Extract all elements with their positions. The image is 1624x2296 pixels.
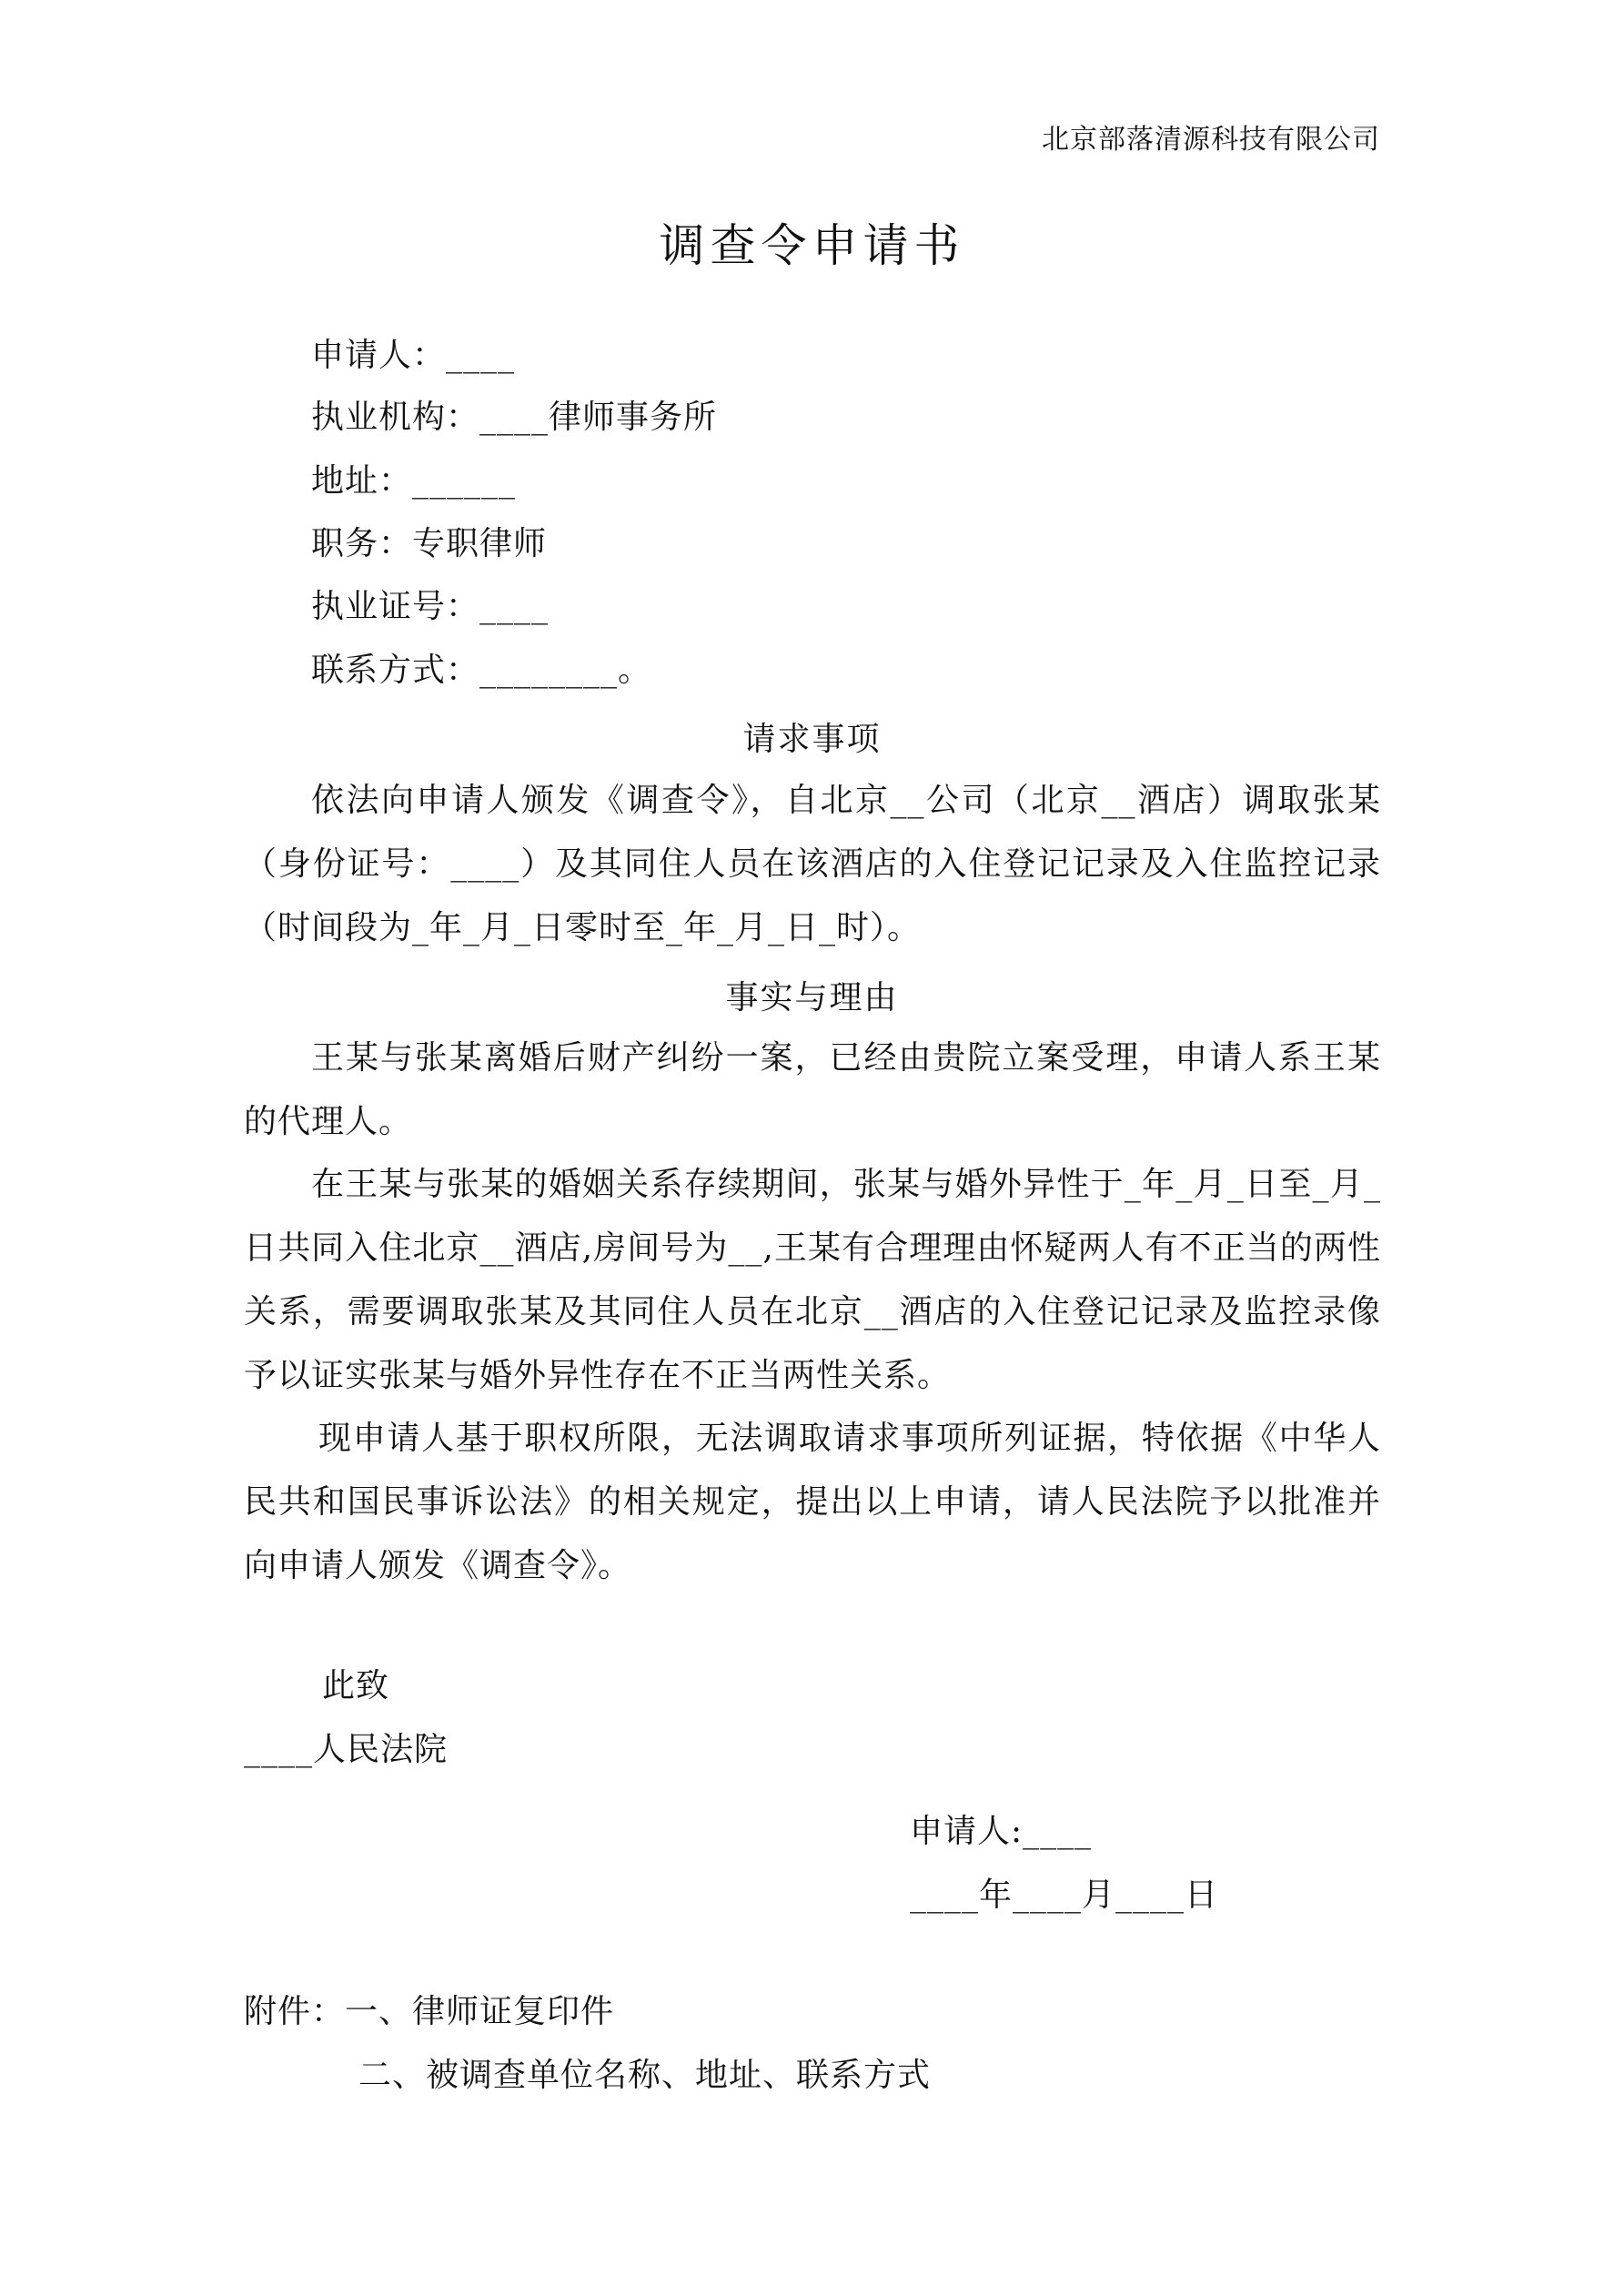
position-line: 职务：专职律师 bbox=[311, 525, 548, 562]
license-number-line: 执业证号：____ bbox=[311, 588, 550, 625]
court-name: ____人民法院 bbox=[244, 1731, 449, 1768]
signature-line: 申请人:____ bbox=[910, 1813, 1093, 1850]
practice-institution-line: 执业机构：____律师事务所 bbox=[311, 399, 718, 436]
facts-paragraph: 王某与张某离婚后财产纠纷一案，已经由贵院立案受理，申请人系王某的代理人。 bbox=[244, 1039, 1381, 1140]
contact-line: 联系方式：________。 bbox=[311, 652, 652, 689]
request-paragraph: 依法向申请人颁发《调查令》，自北京__公司（北京__酒店）调取张某（身份证号：____）及其同住人员在该酒店的入住登记记录及入住监控记录（时间段为_年_月_日零时至_年_月_日_时）。 bbox=[244, 782, 1381, 946]
salutation: 此致 bbox=[322, 1667, 390, 1704]
attachment-item: 二、被调查单位名称、地址、联系方式 bbox=[358, 2057, 932, 2094]
facts-heading: 事实与理由 bbox=[725, 979, 899, 1017]
header-company-name: 北京部落清源科技有限公司 bbox=[1042, 124, 1380, 156]
date-line: ____年____月____日 bbox=[910, 1876, 1219, 1914]
attachment-item: 附件：一、律师证复印件 bbox=[244, 1993, 615, 2030]
request-heading: 请求事项 bbox=[742, 721, 882, 758]
applicant-name-line: 申请人：____ bbox=[311, 337, 516, 374]
document-title: 调查令申请书 bbox=[659, 219, 965, 272]
address-line: 地址：______ bbox=[311, 462, 517, 500]
facts-paragraph: 在王某与张某的婚姻关系存续期间，张某与婚外异性于_年_月_日至_月_日共同入住北京__酒店,房间号为__,王某有合理理由怀疑两人有不正当的两性关系，需要调取张某及其同住人员在北京__酒店的入住登记记录及监控录像予以证实张某与婚外异性存在不正当两性关系。 bbox=[244, 1166, 1381, 1394]
facts-paragraph: 现申请人基于职权所限，无法调取请求事项所列证据，特依据《中华人民共和国民事诉讼法》的相关规定，提出以上申请，请人民法院予以批准并向申请人颁发《调查令》。 bbox=[244, 1420, 1381, 1584]
